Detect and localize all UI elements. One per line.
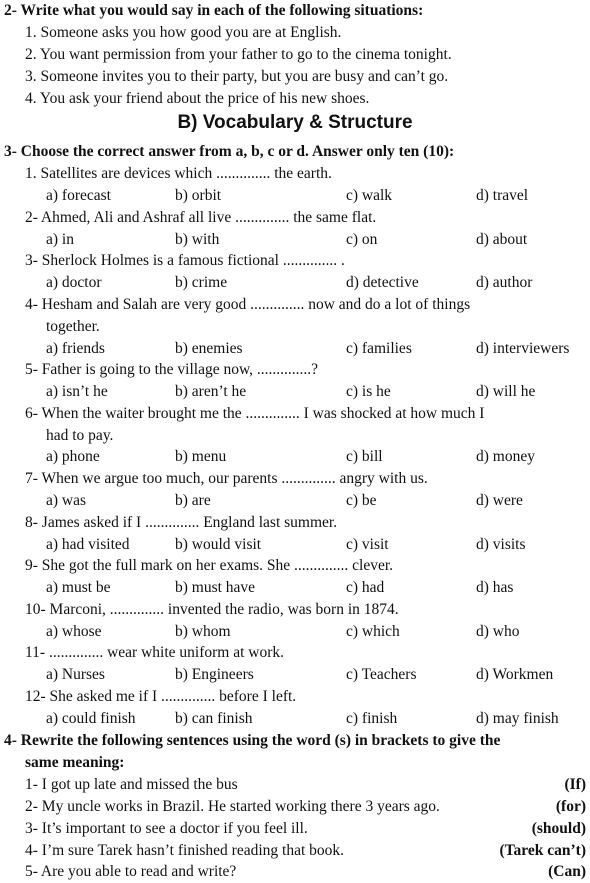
option-a: a) was	[46, 492, 87, 509]
question-text-continued: had to pay.	[46, 427, 114, 444]
rewrite-sentence: 1- I got up late and missed the bus	[25, 776, 238, 793]
option-a: a) must be	[46, 579, 111, 596]
option-c: c) families	[346, 340, 412, 357]
option-a: a) whose	[46, 623, 102, 640]
option-c: c) walk	[346, 187, 393, 204]
option-b: b) aren’t he	[175, 383, 247, 400]
question-text: 6- When the waiter brought me the .............. I was shocked at how much I	[25, 405, 485, 422]
question-text: 3- Sherlock Holmes is a famous fictional .............. .	[25, 252, 345, 269]
option-c: c) on	[346, 231, 378, 248]
question-text: 2- Ahmed, Ali and Ashraf all live .............. the same flat.	[25, 209, 377, 226]
option-a: a) had visited	[46, 536, 130, 553]
option-d: d) Workmen	[476, 666, 554, 683]
bracket-word: (Can)	[548, 863, 586, 880]
option-b: b) with	[175, 231, 220, 248]
option-b: b) whom	[175, 623, 231, 640]
question-text: 7- When we argue too much, our parents .............. angry with us.	[25, 470, 428, 487]
question-text: 11- .............. wear white uniform at work.	[25, 644, 284, 661]
section-4-title-continued: same meaning:	[25, 754, 125, 771]
bracket-word: (Tarek can’t)	[499, 842, 586, 859]
option-a: a) could finish	[46, 710, 136, 727]
option-c: c) Teachers	[346, 666, 417, 683]
option-c: c) which	[346, 623, 400, 640]
question-text: 8- James asked if I .............. England last summer.	[25, 514, 338, 531]
option-c: c) be	[346, 492, 377, 509]
question-text: 1. Satellites are devices which .............. the earth.	[25, 165, 332, 182]
option-d: d) who	[476, 623, 520, 640]
option-d: d) author	[476, 274, 533, 291]
option-b: b) menu	[175, 448, 227, 465]
option-a: a) friends	[46, 340, 105, 357]
section-b-heading: B) Vocabulary & Structure	[177, 112, 413, 133]
bracket-word: (should)	[531, 820, 586, 837]
rewrite-sentence: 4- I’m sure Tarek hasn’t finished reading that book.	[25, 842, 345, 859]
option-a: a) forecast	[46, 187, 111, 204]
option-d: d) interviewers	[476, 340, 570, 357]
option-a: a) in	[46, 231, 74, 248]
option-d: d) money	[476, 448, 535, 465]
option-c: c) had	[346, 579, 385, 596]
option-d: d) may finish	[476, 710, 559, 727]
option-a: a) doctor	[46, 274, 102, 291]
option-a: a) phone	[46, 448, 100, 465]
option-d: d) were	[476, 492, 523, 509]
situation-item: 4. You ask your friend about the price of his new shoes.	[25, 90, 370, 107]
option-c: d) detective	[346, 274, 419, 291]
section-4-title: 4- Rewrite the following sentences using the word (s) in brackets to give the	[4, 732, 501, 749]
option-d: d) about	[476, 231, 528, 248]
option-c: c) bill	[346, 448, 383, 465]
question-text: 10- Marconi, .............. invented the radio, was born in 1874.	[25, 601, 399, 618]
situation-item: 1. Someone asks you how good you are at English.	[25, 24, 342, 41]
option-b: b) crime	[175, 274, 228, 291]
option-b: b) orbit	[175, 187, 222, 204]
option-c: c) finish	[346, 710, 398, 727]
question-text: 4- Hesham and Salah are very good .............. now and do a lot of things	[25, 296, 471, 313]
question-text: 12- She asked me if I .............. before I left.	[25, 688, 297, 705]
question-text: 5- Father is going to the village now, ..............?	[25, 361, 319, 378]
option-b: b) Engineers	[175, 666, 254, 683]
option-b: b) would visit	[175, 536, 262, 553]
rewrite-sentence: 2- My uncle works in Brazil. He started working there 3 years ago.	[25, 798, 440, 815]
option-c: c) is he	[346, 383, 391, 400]
section-2-title: 2- Write what you would say in each of the following situations:	[4, 2, 424, 19]
question-text-continued: together.	[46, 318, 100, 335]
option-a: a) isn’t he	[46, 383, 108, 400]
situation-item: 3. Someone invites you to their party, but you are busy and can’t go.	[25, 68, 449, 85]
option-d: d) will he	[476, 383, 536, 400]
option-d: d) visits	[476, 536, 526, 553]
section-3-title: 3- Choose the correct answer from a, b, c or d. Answer only ten (10):	[4, 143, 455, 160]
rewrite-sentence: 5- Are you able to read and write?	[25, 863, 237, 880]
rewrite-sentence: 3- It’s important to see a doctor if you feel ill.	[25, 820, 308, 837]
option-d: d) has	[476, 579, 514, 596]
bracket-word: (If)	[564, 776, 586, 793]
situation-item: 2. You want permission from your father to go to the cinema tonight.	[25, 46, 452, 63]
option-a: a) Nurses	[46, 666, 105, 683]
question-text: 9- She got the full mark on her exams. She .............. clever.	[25, 557, 394, 574]
option-b: b) enemies	[175, 340, 243, 357]
option-b: b) must have	[175, 579, 256, 596]
bracket-word: (for)	[555, 798, 586, 815]
option-b: b) are	[175, 492, 211, 509]
option-c: c) visit	[346, 536, 389, 553]
option-d: d) travel	[476, 187, 529, 204]
option-b: b) can finish	[175, 710, 253, 727]
